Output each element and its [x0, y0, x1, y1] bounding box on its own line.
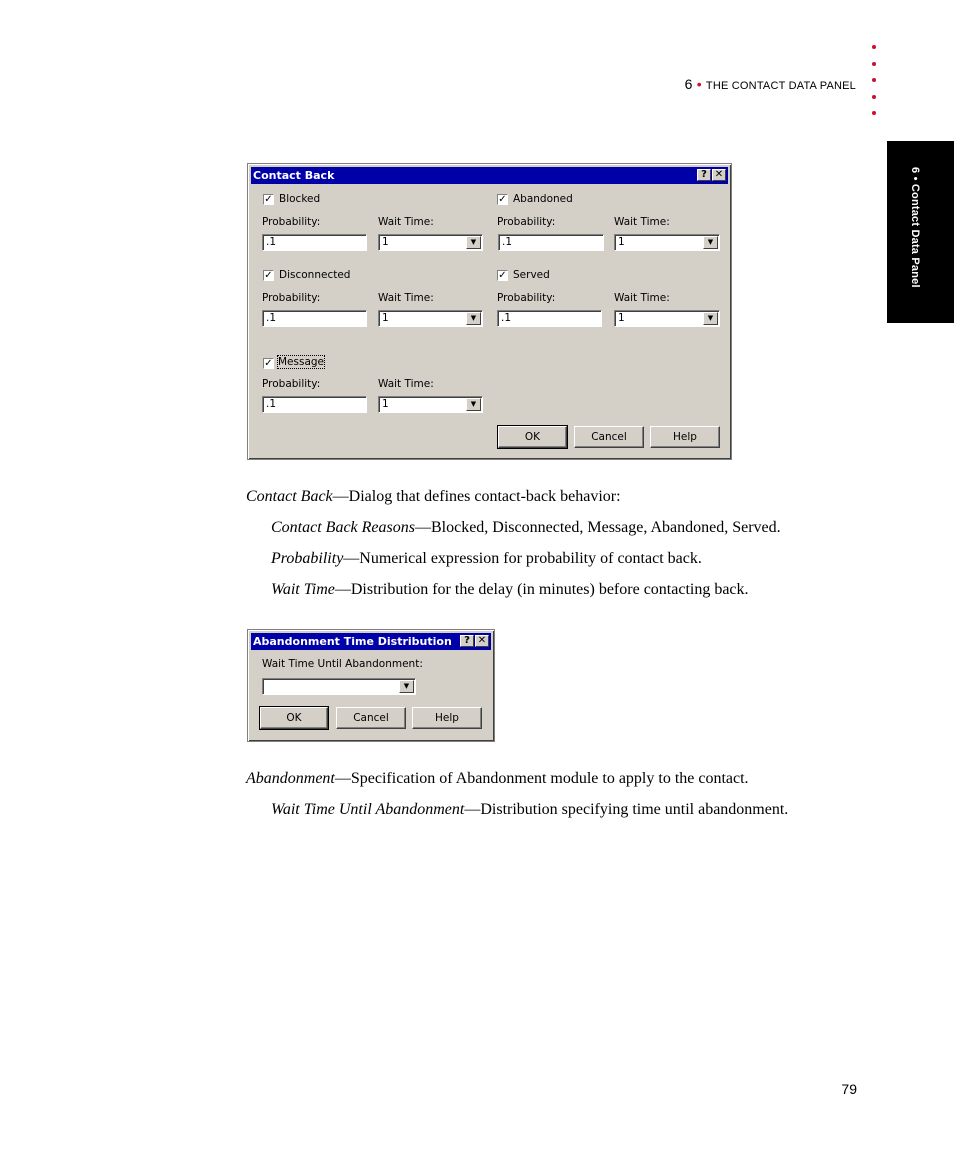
page-number: 79	[841, 1081, 857, 1097]
abandoned-probability-label: Probability:	[497, 216, 556, 228]
term: Wait Time Until Abandonment	[271, 801, 465, 818]
disconnected-checkbox[interactable]: ✓	[264, 270, 273, 281]
side-thumb-tab	[887, 141, 954, 323]
dialog-title: Contact Back	[253, 169, 335, 182]
term: Contact Back Reasons	[271, 519, 415, 536]
dropdown-arrow-icon[interactable]: ▼	[703, 236, 718, 249]
term: Contact Back	[246, 488, 333, 505]
definition: —Distribution for the delay (in minutes) before contacting back.	[334, 581, 749, 598]
message-label: Message	[278, 356, 325, 368]
message-probability-label: Probability:	[262, 378, 321, 390]
running-head	[600, 76, 856, 92]
side-tab-label: 6 • Contact Data Panel	[909, 167, 921, 288]
contact-back-dialog	[247, 163, 732, 460]
wait-time-until-abandonment-item	[271, 800, 788, 820]
definition: —Blocked, Disconnected, Message, Abandoned, Served.	[414, 519, 781, 536]
served-label: Served	[513, 269, 550, 281]
chapter-title: THE CONTACT DATA PANEL	[705, 80, 856, 92]
wait-time-until-abandonment-label: Wait Time Until Abandonment:	[262, 658, 423, 670]
dialog-title: Abandonment Time Distribution	[253, 635, 452, 648]
disconnected-probability-input[interactable]: .1	[262, 310, 367, 327]
blocked-probability-input[interactable]: .1	[262, 234, 367, 251]
definition: —Numerical expression for probability of contact back.	[343, 550, 702, 567]
abandoned-label: Abandoned	[513, 193, 573, 205]
ok-button[interactable]: OK	[498, 426, 567, 448]
served-checkbox[interactable]: ✓	[498, 270, 507, 281]
help-button[interactable]: Help	[650, 426, 720, 448]
dropdown-arrow-icon[interactable]: ▼	[466, 236, 481, 249]
blocked-wait-value: 1	[382, 236, 389, 248]
disconnected-wait-label: Wait Time:	[378, 292, 434, 304]
dropdown-arrow-icon[interactable]: ▼	[399, 680, 414, 693]
help-icon[interactable]: ?	[697, 169, 711, 181]
dialog-titlebar	[251, 633, 491, 650]
disconnected-wait-combo[interactable]	[378, 310, 483, 327]
dropdown-arrow-icon[interactable]: ▼	[466, 398, 481, 411]
served-probability-input[interactable]: .1	[497, 310, 602, 327]
cancel-button[interactable]: Cancel	[574, 426, 644, 448]
ok-button[interactable]: OK	[260, 707, 328, 729]
disconnected-label: Disconnected	[279, 269, 351, 281]
chapter-separator: •	[696, 76, 702, 92]
served-wait-label: Wait Time:	[614, 292, 670, 304]
abandoned-probability-input[interactable]: .1	[498, 234, 604, 251]
blocked-wait-label: Wait Time:	[378, 216, 434, 228]
definition: —Distribution specifying time until abandonment.	[464, 801, 789, 818]
wait-time-until-abandonment-combo[interactable]	[262, 678, 416, 695]
dialog-titlebar	[251, 167, 728, 184]
message-wait-label: Wait Time:	[378, 378, 434, 390]
cancel-button[interactable]: Cancel	[336, 707, 406, 729]
help-icon[interactable]: ?	[460, 635, 474, 647]
term: Wait Time	[271, 581, 335, 598]
blocked-checkbox[interactable]: ✓	[264, 194, 273, 205]
term: Probability	[271, 550, 344, 567]
served-wait-combo[interactable]	[614, 310, 720, 327]
close-icon[interactable]: ✕	[475, 635, 489, 647]
close-icon[interactable]: ✕	[712, 169, 726, 181]
definition: —Specification of Abandonment module to apply to the contact.	[334, 770, 749, 787]
help-button[interactable]: Help	[412, 707, 482, 729]
decorative-dots	[872, 45, 880, 128]
served-probability-label: Probability:	[497, 292, 556, 304]
disconnected-probability-label: Probability:	[262, 292, 321, 304]
abandoned-wait-combo[interactable]	[614, 234, 720, 251]
wait-time-item	[271, 580, 749, 600]
abandoned-wait-value: 1	[618, 236, 625, 248]
blocked-label: Blocked	[279, 193, 321, 205]
disconnected-wait-value: 1	[382, 312, 389, 324]
contact-back-reasons-item	[271, 518, 781, 538]
message-wait-value: 1	[382, 398, 389, 410]
message-checkbox[interactable]: ✓	[264, 358, 273, 369]
term: Abandonment	[246, 770, 335, 787]
blocked-wait-combo[interactable]	[378, 234, 483, 251]
dropdown-arrow-icon[interactable]: ▼	[703, 312, 718, 325]
dropdown-arrow-icon[interactable]: ▼	[466, 312, 481, 325]
probability-item	[271, 549, 702, 569]
abandoned-checkbox[interactable]: ✓	[498, 194, 507, 205]
blocked-probability-label: Probability:	[262, 216, 321, 228]
abandoned-wait-label: Wait Time:	[614, 216, 670, 228]
contact-back-description	[246, 487, 621, 507]
served-wait-value: 1	[618, 312, 625, 324]
message-wait-combo[interactable]	[378, 396, 483, 413]
abandonment-dialog	[247, 629, 495, 742]
chapter-number: 6	[684, 76, 693, 92]
message-probability-input[interactable]: .1	[262, 396, 367, 413]
abandonment-description	[246, 769, 749, 789]
definition: —Dialog that defines contact-back behavior:	[332, 488, 621, 505]
